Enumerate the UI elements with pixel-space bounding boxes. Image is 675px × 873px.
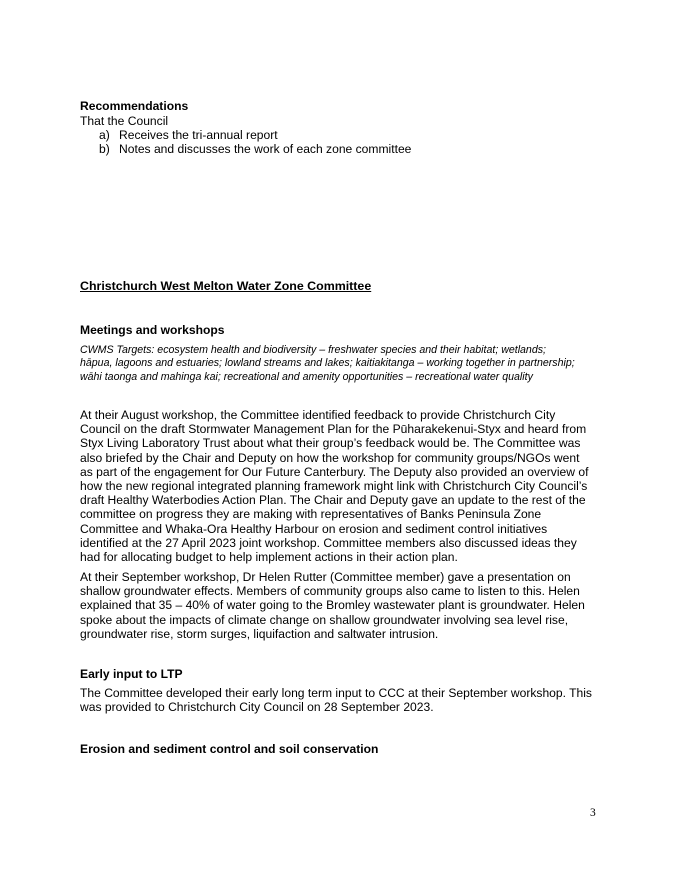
ltp-heading: Early input to LTP [80,667,183,681]
paragraph-line: committee on progress they are making with representatives of Banks Peninsula Zone [80,507,542,522]
paragraph-line: At their August workshop, the Committee identified feedback to provide Christchurch City [80,408,556,422]
recommendations-intro: That the Council [80,114,169,128]
cwms-targets-line: wāhi taonga and mahinga kai; recreational and amenity opportunities – recreational water quality [80,370,533,383]
paragraph-line: how the new regional integrated planning framework might link with Christchurch City Council’s [80,479,588,494]
recommendation-item-label: a) [99,128,110,142]
paragraph-line: Council on the draft Stormwater Management Plan for the Pūharakekenui-Styx and heard from [80,422,587,437]
erosion-heading: Erosion and sediment control and soil conservation [80,742,379,756]
cwms-targets-line: CWMS Targets: ecosystem health and biodiversity – freshwater species and their habitat; wetlands; [80,344,546,356]
section-title: Christchurch West Melton Water Zone Committee [80,279,372,293]
cwms-targets-line: hāpua, lagoons and estuaries; lowland streams and lakes; kaitiakitanga – working together in partnership; [80,357,575,370]
paragraph-line: groundwater rise, storm surges, liquifaction and saltwater intrusion. [80,626,439,641]
paragraph-line: shallow groundwater effects. Members of community groups also came to listen to this. Helen [80,584,580,599]
page-number: 3 [590,807,596,819]
paragraph-line: as part of the engagement for Our Future Canterbury. The Deputy also provided an overview of [80,464,589,479]
recommendation-item-text: Notes and discusses the work of each zone committee [119,142,412,156]
september-workshop-paragraph [80,570,600,641]
paragraph-line: explained that 35 – 40% of water going to the Bromley wastewater plant is groundwater. Helen [80,598,585,613]
paragraph-line: The Committee developed their early long term input to CCC at their September workshop. This [80,686,592,700]
paragraph-line: spoke about the impacts of climate change on shallow groundwater involving sea level rise, [80,612,569,627]
paragraph-line: At their September workshop, Dr Helen Rutter (Committee member) gave a presentation on [80,570,571,584]
paragraph-line: had for allocating budget to help implement actions in their action plan. [80,550,458,565]
paragraph-line: was provided to Christchurch City Council on 28 September 2023. [80,700,434,715]
paragraph-line: also briefed by the Chair and Deputy on how the workshop for community groups/NGOs went [80,450,580,465]
cwms-targets [80,344,575,384]
august-workshop-paragraph [80,408,600,564]
recommendation-item-label: b) [99,142,110,156]
paragraph-line: Committee and Whaka-Ora Healthy Harbour on erosion and sediment control initiatives [80,521,548,536]
paragraph-line: Styx Living Laboratory Trust about what their group’s feedback would be. The Committee was [80,436,581,451]
ltp-paragraph [80,686,600,714]
recommendation-item [99,142,411,156]
recommendation-item-text: Receives the tri-annual report [119,128,278,142]
recommendations-heading: Recommendations [80,99,189,113]
meetings-heading: Meetings and workshops [80,323,225,337]
paragraph-line: draft Healthy Waterbodies Action Plan. The Chair and Deputy gave an update to the rest of the [80,493,586,508]
paragraph-line: identified at the 27 April 2023 joint workshop. Committee members also discussed ideas they [80,535,577,550]
recommendation-item [99,128,278,142]
